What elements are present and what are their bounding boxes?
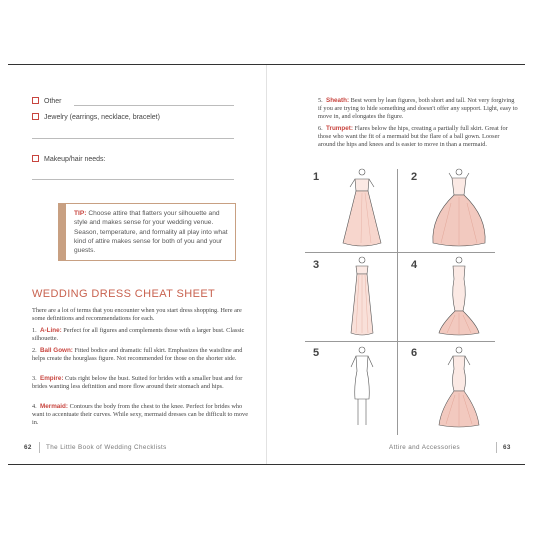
checkbox-icon[interactable] [32, 97, 39, 104]
item-number: 4. [32, 403, 37, 410]
figure-number: 2 [411, 171, 418, 183]
tip-body: Choose attire that flatters your silhouette and style and makes sense for your wedding venue. Season, temperature, and formality all play into what kind of attire makes sense for both of you and your guests. [74, 210, 228, 255]
item-text: Flares below the hips, creating a partially full skirt. Great for those who want the fit of a mermaid but the flare of a ball gown. Looser around the hips and knees and is easier to move in than a mermaid. [318, 125, 508, 149]
grid-divider-vertical [397, 169, 398, 435]
grid-divider-horizontal [305, 341, 495, 342]
sheath-dress-illustration [339, 345, 385, 431]
page-number-left [24, 444, 32, 451]
checklist-label: Other [44, 98, 62, 105]
checklist-item-makeup[interactable] [32, 155, 105, 163]
page-number: 63 [503, 444, 511, 451]
footer-divider [39, 442, 40, 453]
tip-label: TIP: [74, 210, 87, 217]
definition-item [318, 125, 518, 150]
tip-accent-bar [58, 203, 66, 261]
item-number: 6. [318, 125, 323, 132]
checklist-item-other[interactable] [32, 97, 62, 105]
item-term: Empire: [40, 375, 64, 382]
footer-book-title: The Little Book of Wedding Checklists [46, 444, 167, 451]
write-in-line [74, 105, 234, 106]
tip-text [74, 209, 230, 255]
item-text: Best worn by lean figures, both short and tall. Not very forgiving if you are trying to hide something and doesn't offer any support. Light, easy to move in, and elongates the figure. [318, 97, 518, 121]
item-text: Cuts right below the bust. Suited for brides with a smaller bust and for brides wanting less definition and more flow around their stomach and hips. [32, 375, 243, 391]
footer-divider [496, 442, 497, 453]
item-term: Ball Gown: [40, 347, 73, 354]
definition-item [32, 327, 254, 343]
item-term: Mermaid: [40, 403, 68, 410]
mermaid-dress-illustration [433, 255, 485, 339]
write-in-line [32, 179, 234, 180]
figure-number: 5 [313, 347, 320, 359]
page-number-right [503, 444, 511, 451]
item-term: Sheath: [326, 97, 350, 104]
trumpet-dress-illustration [433, 345, 485, 431]
item-number: 3. [32, 375, 37, 382]
figure-number: 4 [411, 259, 418, 271]
item-text: Contours the body from the chest to the knee. Perfect for brides who want to accentuate their curves. While sexy, mermaid dresses can be difficult to move in. [32, 403, 249, 427]
figure-number: 3 [313, 259, 320, 271]
definition-item [318, 97, 518, 122]
empire-dress-illustration [337, 255, 387, 339]
item-term: Trumpet: [326, 125, 353, 132]
write-in-line [32, 138, 234, 139]
book-spread [8, 64, 525, 465]
item-number: 5. [318, 97, 323, 104]
page-number: 62 [24, 444, 32, 451]
checklist-label: Makeup/hair needs: [44, 156, 106, 163]
checkbox-icon[interactable] [32, 155, 39, 162]
item-term: A-Line: [40, 327, 62, 334]
a-line-dress-illustration [337, 167, 387, 251]
footer-section-title: Attire and Accessories [389, 444, 461, 451]
ball-gown-dress-illustration [429, 167, 489, 251]
checklist-label: Jewelry (earrings, necklace, bracelet) [44, 114, 160, 121]
figure-number: 6 [411, 347, 418, 359]
intro-paragraph: There are a lot of terms that you encounter when you start dress shopping. Here are some definitions and recommendations for each. [32, 307, 242, 323]
checklist-item-jewelry[interactable] [32, 113, 160, 121]
item-number: 1. [32, 327, 37, 334]
definition-item [32, 347, 254, 363]
right-page [267, 65, 525, 464]
item-text: Fitted bodice and dramatic full skirt. Emphasizes the waistline and helps create the hourglass figure. Not recommended for those on the shorter side. [32, 347, 243, 363]
left-page [8, 65, 266, 464]
definition-item [32, 375, 254, 391]
checkbox-icon[interactable] [32, 113, 39, 120]
figure-number: 1 [313, 171, 320, 183]
grid-divider-horizontal [305, 252, 495, 253]
item-number: 2. [32, 347, 37, 354]
section-heading: WEDDING DRESS CHEAT SHEET [32, 288, 216, 300]
item-text: Perfect for all figures and complements those with a larger bust. Classic silhouette. [32, 327, 245, 343]
definition-item [32, 403, 254, 428]
